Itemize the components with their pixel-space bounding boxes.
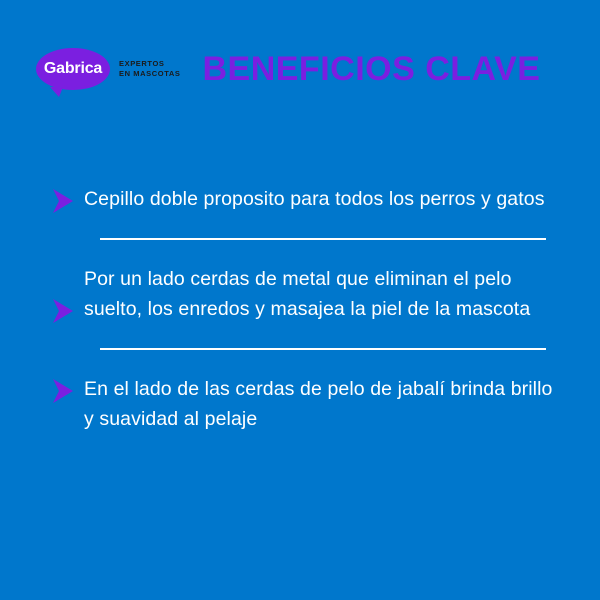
logo-tagline-line-2: EN MASCOTAS (119, 69, 181, 78)
benefits-list (0, 170, 600, 434)
list-item (0, 264, 600, 324)
list-item (0, 184, 600, 214)
divider (100, 348, 546, 350)
logo-badge-shape (36, 48, 110, 90)
header (0, 38, 600, 100)
brand-logo (36, 48, 180, 90)
list-item (0, 374, 600, 434)
page-title: BENEFICIOS CLAVE (202, 49, 541, 88)
arrow-right-icon (52, 378, 78, 404)
divider (100, 238, 546, 240)
list-item-text: En el lado de las cerdas de pelo de jabalí brinda brillo y suavidad al pelaje (84, 378, 553, 430)
list-item-text: Cepillo doble proposito para todos los perros y gatos (84, 188, 545, 210)
list-item-text: Por un lado cerdas de metal que eliminan el pelo suelto, los enredos y masajea la piel de la mascota (84, 268, 531, 320)
arrow-right-icon (52, 298, 78, 324)
logo-tagline (119, 59, 180, 79)
logo-name: Gabrica (43, 60, 103, 77)
arrow-right-icon (52, 188, 78, 214)
logo-tagline-line-1: EXPERTOS (119, 59, 165, 68)
